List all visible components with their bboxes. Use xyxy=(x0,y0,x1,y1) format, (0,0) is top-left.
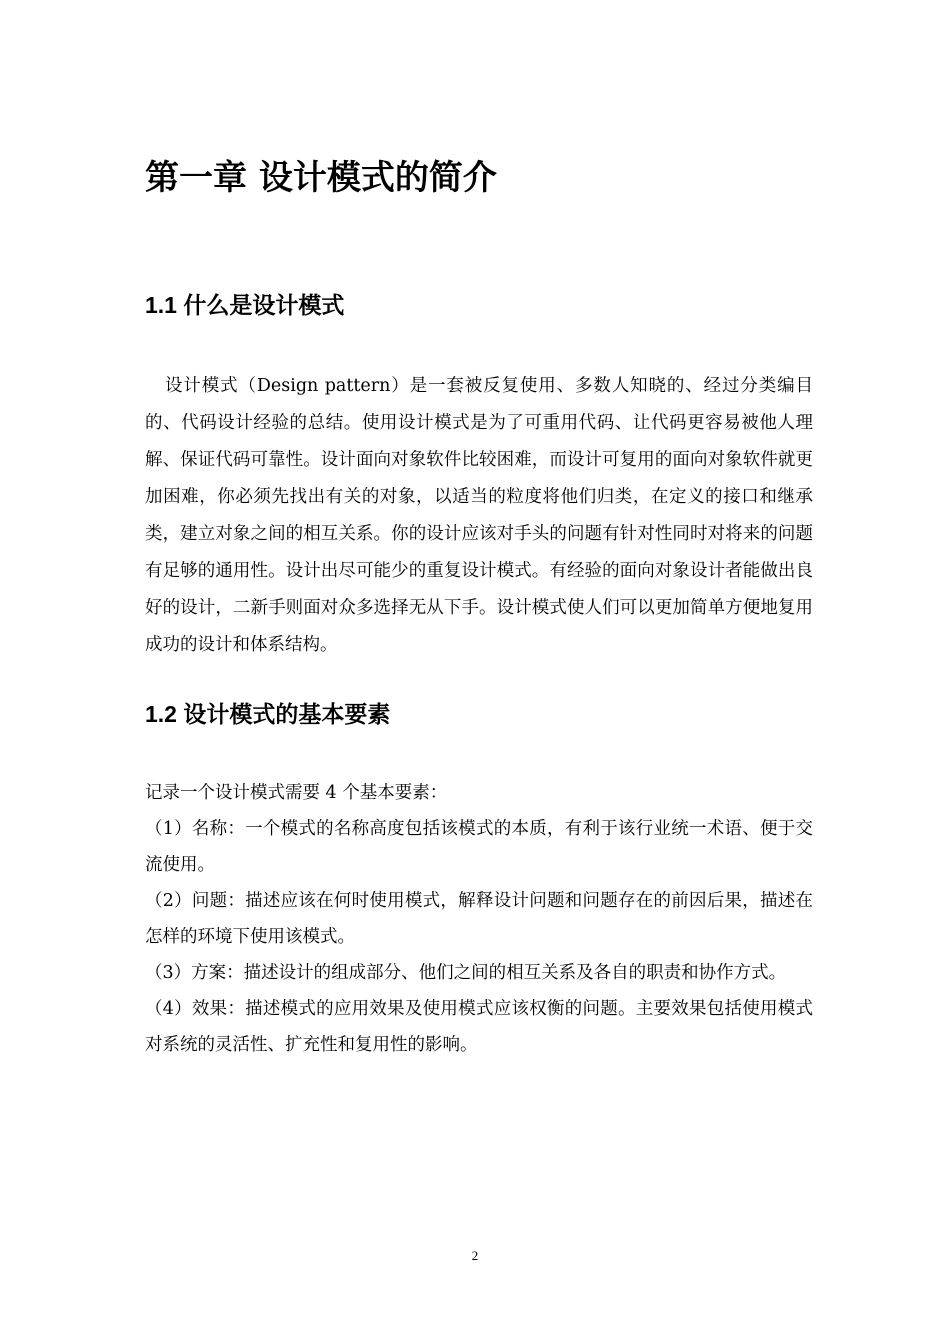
section-heading-basic-elements: 1.2 设计模式的基本要素 xyxy=(145,701,391,727)
list-item-solution: （3）方案：描述设计的组成部分、他们之间的相互关系及各自的职责和协作方式。 xyxy=(145,963,787,983)
list-item-problem: （2）问题：描述应该在何时使用模式，解释设计问题和问题存在的前因后果，描述在怎样的环境下使用该模式。 xyxy=(145,891,813,947)
section-paragraph-definition: 设计模式（Design pattern）是一套被反复使用、多数人知晓的、经过分类编目的、代码设计经验的总结。使用设计模式是为了可重用代码、让代码更容易被他人理解、保证代码可靠性。设计面向对象软件比较困难，而设计可复用的面向对象软件就更加困难，你必须先找出有关的对象，以适当的粒度将他们归类，在定义的接口和继承类，建立对象之间的相互关系。你的设计应该对手头的问题有针对性同时对将来的问题有足够的通用性。设计出尽可能少的重复设计模式。有经验的面向对象设计者能做出良好的设计，二新手则面对众多选择无从下手。设计模式使人们可以更加简单方便地复用成功的设计和体系结构。 xyxy=(145,376,813,655)
section-heading-what-is-design-pattern: 1.1 什么是设计模式 xyxy=(145,292,345,318)
list-item-name: （1）名称：一个模式的名称高度包括该模式的本质，有利于该行业统一术语、便于交流使用。 xyxy=(145,819,813,875)
list-intro: 记录一个设计模式需要 4 个基本要素： xyxy=(145,783,448,803)
page-number: 2 xyxy=(471,1248,479,1263)
basic-elements-list xyxy=(145,775,813,1063)
list-item-consequences: （4）效果：描述模式的应用效果及使用模式应该权衡的问题。主要效果包括使用模式对系统的灵活性、扩充性和复用性的影响。 xyxy=(145,999,813,1055)
chapter-title: 第一章 设计模式的简介 xyxy=(145,158,497,198)
